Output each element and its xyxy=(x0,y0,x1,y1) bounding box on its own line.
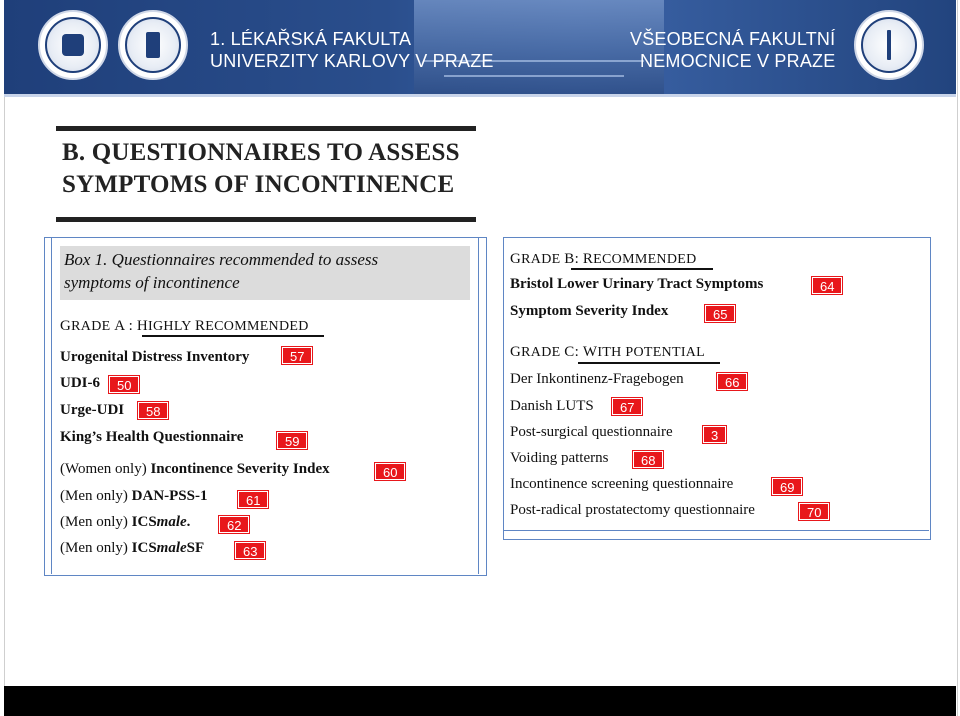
grade-a-label: GRADE A : HIGHLY RECOMMENDED xyxy=(60,318,309,334)
reference-tag: 67 xyxy=(612,398,642,415)
section-heading-line1: B. QUESTIONNAIRES TO ASSESS xyxy=(62,139,460,166)
grade-a-item: (Men only) DAN-PSS-1 xyxy=(60,488,208,504)
grade-b-item: Symptom Severity Index xyxy=(510,303,669,319)
reference-tag: 66 xyxy=(717,373,747,390)
header-photo xyxy=(414,0,664,94)
section-heading-line2: SYMPTOMS OF INCONTINENCE xyxy=(62,171,455,198)
grade-b-label: GRADE B: RECOMMENDED xyxy=(510,251,697,267)
grade-a-item: (Men only) ICSmaleSF xyxy=(60,540,205,556)
section-heading xyxy=(56,126,476,222)
grade-a-item: Urogenital Distress Inventory xyxy=(60,349,250,365)
reference-tag: 70 xyxy=(799,503,829,520)
grade-c-item: Danish LUTS xyxy=(510,398,594,414)
grade-a-item: Urge-UDI xyxy=(60,402,125,418)
reference-tag: 64 xyxy=(812,277,842,294)
header-right-title-line2: NEMOCNICE V PRAZE xyxy=(640,51,836,71)
grade-a-item: (Men only) ICSmale. xyxy=(60,514,191,530)
grade-a-item: (Women only) Incontinence Severity Index xyxy=(60,461,330,477)
box1-title xyxy=(60,246,470,300)
charles-university-seal-icon xyxy=(38,10,108,80)
box1-inner-border xyxy=(478,237,479,574)
grade-c-item: Voiding patterns xyxy=(510,450,609,466)
grade-c-underline xyxy=(578,362,720,364)
box1-inner-border xyxy=(51,237,52,574)
box1-title-line2: symptoms of incontinence xyxy=(64,273,240,292)
reference-tag: 57 xyxy=(282,347,312,364)
box2-inner-border xyxy=(503,530,929,531)
hospital-seal-icon xyxy=(854,10,924,80)
grade-c-item: Incontinence screening questionnaire xyxy=(510,476,734,492)
reference-tag: 60 xyxy=(375,463,405,480)
reference-tag: 50 xyxy=(109,376,139,393)
grade-c-label: GRADE C: WITH POTENTIAL xyxy=(510,344,706,360)
header-right-title-line1: VŠEOBECNÁ FAKULTNÍ xyxy=(630,29,836,49)
reference-tag: 62 xyxy=(219,516,249,533)
grade-c-item: Post-surgical questionnaire xyxy=(510,424,673,440)
grade-b-item: Bristol Lower Urinary Tract Symptoms xyxy=(510,276,764,292)
reference-tag: 63 xyxy=(235,542,265,559)
grade-a-underline xyxy=(142,335,324,337)
box1-title-line1: Box 1. Questionnaires recommended to assess xyxy=(64,250,379,269)
reference-tag: 65 xyxy=(705,305,735,322)
reference-tag: 59 xyxy=(277,432,307,449)
reference-tag: 61 xyxy=(238,491,268,508)
header-photo-detail xyxy=(444,75,624,77)
reference-tag: 68 xyxy=(633,451,663,468)
grade-c-item: Der Inkontinenz-Fragebogen xyxy=(510,371,684,387)
reference-tag: 3 xyxy=(703,426,726,443)
grade-a-item: UDI-6 xyxy=(60,375,100,391)
grade-b-underline xyxy=(571,268,713,270)
header-left-title-line2: UNIVERZITY KARLOVY V PRAZE xyxy=(210,51,494,71)
header-rule xyxy=(4,94,956,97)
footer-bar xyxy=(4,686,956,716)
header-left-title-line1: 1. LÉKAŘSKÁ FAKULTA xyxy=(210,29,412,49)
reference-tag: 58 xyxy=(138,402,168,419)
reference-tag: 69 xyxy=(772,478,802,495)
grade-c-item: Post-radical prostatectomy questionnaire xyxy=(510,502,755,518)
faculty-seal-icon xyxy=(118,10,188,80)
grade-a-item: King’s Health Questionnaire xyxy=(60,429,244,445)
